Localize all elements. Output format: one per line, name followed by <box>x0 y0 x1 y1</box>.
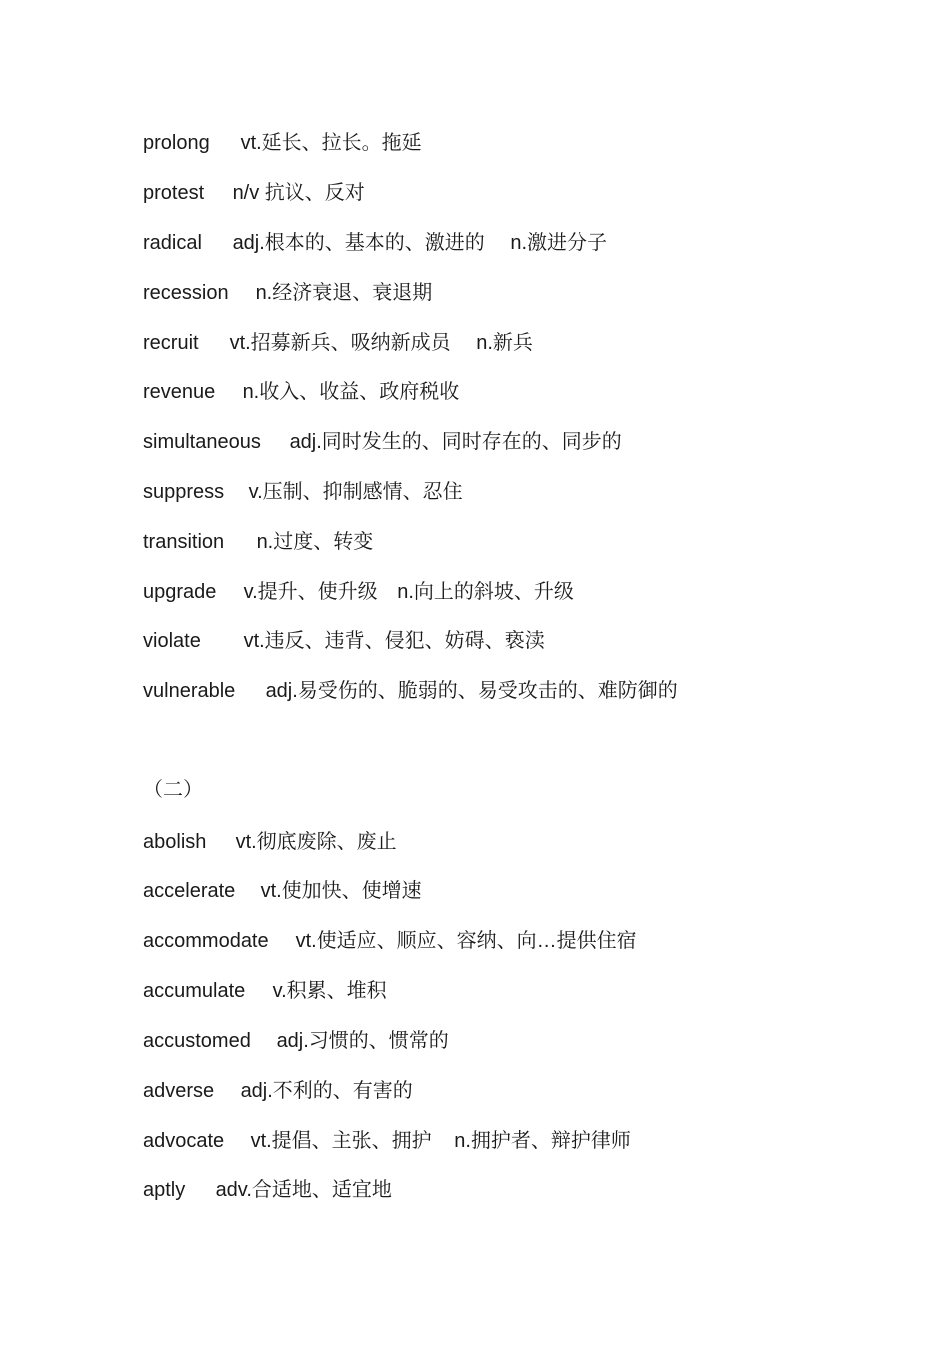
vocab-definition: v.积累、堆积 <box>272 980 387 1002</box>
vocab-definition: n.过度、转变 <box>256 531 374 553</box>
vocab-word: suppress <box>143 481 225 503</box>
vocab-definition: adj.习惯的、惯常的 <box>276 1030 449 1052</box>
vocab-word: transition <box>143 531 225 553</box>
vocab-word: accumulate <box>143 980 246 1002</box>
vocab-definition: adv.合适地、适宜地 <box>215 1179 392 1201</box>
vocab-definition: adj.根本的、基本的、激进的 <box>232 232 485 254</box>
vocab-definition: vt.提倡、主张、拥护 <box>250 1130 432 1152</box>
vocab-definition: adj.同时发生的、同时存在的、同步的 <box>289 431 622 453</box>
vocab-entry <box>143 527 373 557</box>
vocab-entry <box>143 128 422 158</box>
vocab-word: accustomed <box>143 1030 251 1052</box>
vocab-definition: v.压制、抑制感情、忍住 <box>248 481 463 503</box>
vocab-definition-2: n.激进分子 <box>510 232 608 254</box>
vocab-entry <box>143 1175 392 1205</box>
vocab-word: vulnerable <box>143 680 236 702</box>
vocab-entry <box>143 676 678 706</box>
vocab-word: radical <box>143 232 202 254</box>
vocab-definition: vt.招募新兵、吸纳新成员 <box>229 332 451 354</box>
vocab-word: abolish <box>143 831 207 853</box>
vocab-word: prolong <box>143 132 210 154</box>
vocab-entry <box>143 926 637 956</box>
vocab-definition: vt.违反、违背、侵犯、妨碍、亵渎 <box>243 630 545 652</box>
vocab-definition-2: n.新兵 <box>476 332 533 354</box>
vocab-definition: n.收入、收益、政府税收 <box>242 381 460 403</box>
vocab-definition: vt.使适应、顺应、容纳、向…提供住宿 <box>295 930 637 952</box>
section-heading: （二） <box>143 779 203 801</box>
vocab-word: adverse <box>143 1080 215 1102</box>
vocab-word: recession <box>143 282 229 304</box>
vocab-word: simultaneous <box>143 431 261 453</box>
vocab-definition-2: n.拥护者、辩护律师 <box>454 1130 631 1152</box>
vocab-word: accommodate <box>143 930 269 952</box>
vocab-entry <box>143 178 365 208</box>
vocab-entry <box>143 278 432 308</box>
vocab-word: protest <box>143 182 205 204</box>
vocab-entry <box>143 377 459 407</box>
vocab-entry <box>143 1076 413 1106</box>
vocab-entry <box>143 976 387 1006</box>
vocab-definition: v.提升、使升级 <box>243 581 378 603</box>
vocab-definition: adj.易受伤的、脆弱的、易受攻击的、难防御的 <box>265 680 678 702</box>
vocab-word: revenue <box>143 381 216 403</box>
vocab-definition: adj.不利的、有害的 <box>240 1080 413 1102</box>
vocab-entry <box>143 1126 631 1156</box>
vocab-entry <box>143 228 607 258</box>
vocab-word: accelerate <box>143 880 236 902</box>
vocab-entry <box>143 626 545 656</box>
vocab-entry <box>143 577 574 607</box>
vocab-entry <box>143 328 533 358</box>
vocab-entry <box>143 827 397 857</box>
vocab-definition: vt.延长、拉长。拖延 <box>240 132 422 154</box>
vocab-word: advocate <box>143 1130 225 1152</box>
vocab-definition: n.经济衰退、衰退期 <box>255 282 433 304</box>
vocab-word: recruit <box>143 332 199 354</box>
vocab-entry <box>143 477 463 507</box>
vocab-definition: n/v 抗议、反对 <box>232 182 365 204</box>
vocab-word: upgrade <box>143 581 217 603</box>
vocab-entry <box>143 1026 449 1056</box>
vocab-entry <box>143 876 422 906</box>
vocab-word: violate <box>143 630 201 652</box>
vocab-definition-2: n.向上的斜坡、升级 <box>397 581 574 603</box>
vocab-entry <box>143 427 622 457</box>
vocab-definition: vt.使加快、使增速 <box>260 880 422 902</box>
vocab-definition: vt.彻底废除、废止 <box>235 831 397 853</box>
vocab-word: aptly <box>143 1179 186 1201</box>
